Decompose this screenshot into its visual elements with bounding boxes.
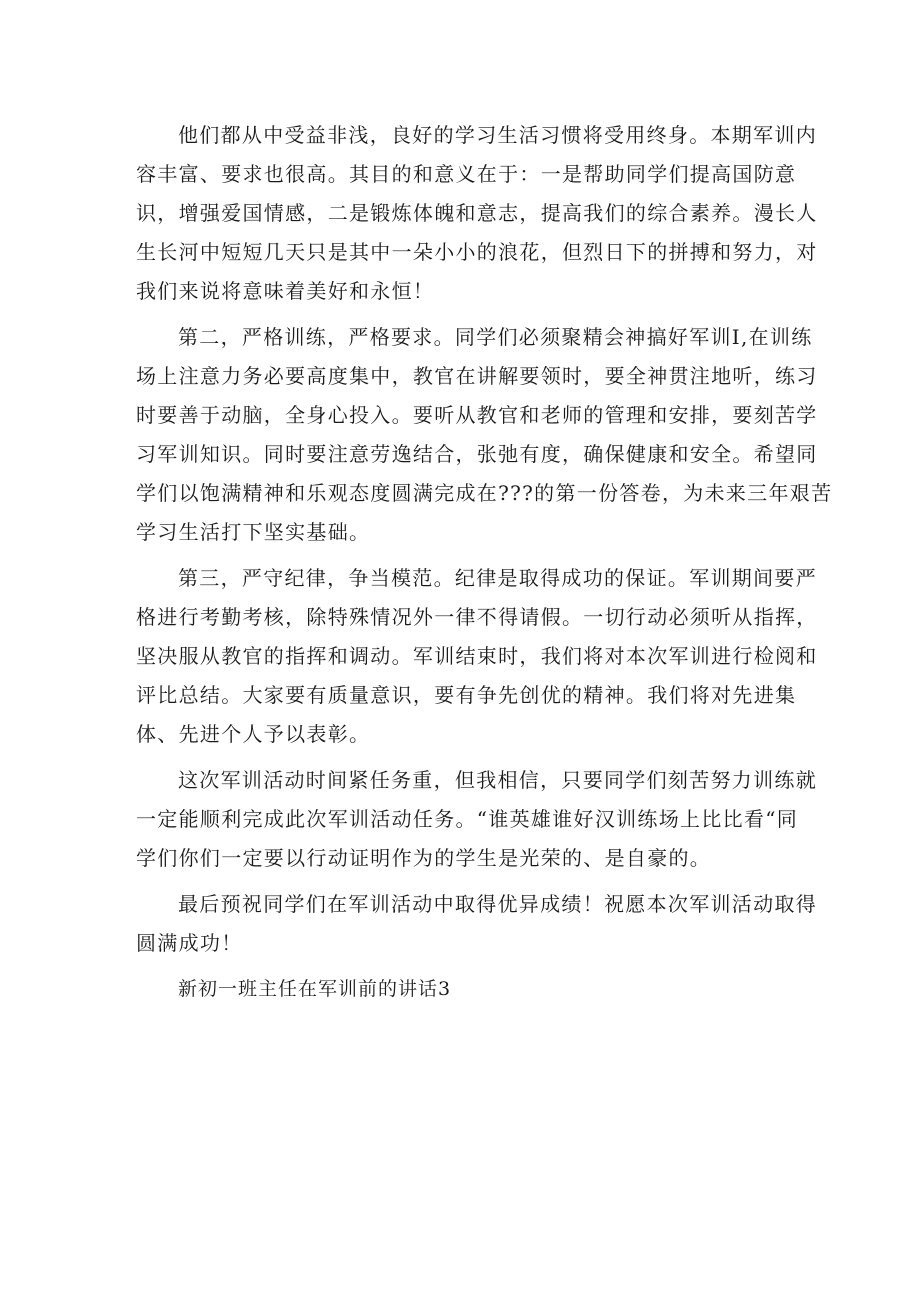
paragraph (136, 559, 818, 754)
paragraph (136, 116, 818, 311)
paragraph-line: 生长河中短短几天只是其中一朵小小的浪花，但烈日下的拼搏和努力，对 (136, 240, 818, 264)
paragraph (136, 885, 817, 963)
paragraph-line: 容丰富、要求也很高。其目的和意义在于：一是帮助同学们提高国防意 (136, 162, 797, 186)
paragraph-line: 学们以饱满精神和乐观态度圆满完成在???的第一份答卷，为未来三年艰苦 (136, 481, 833, 505)
paragraph (136, 318, 833, 552)
section-heading: 新初一班主任在军训前的讲话3 (178, 978, 452, 1000)
paragraph-line: 一定能顺利完成此次军训活动任务。“谁英雄谁好汉训练场上比比看“同 (136, 807, 799, 831)
paragraph-line: 第三，严守纪律，争当模范。纪律是取得成功的保证。军训期间要严 (178, 566, 817, 590)
section-heading-block (136, 970, 796, 1009)
paragraph-line: 识，增强爱国情感，二是锻炼体魄和意志，提高我们的综合素养。漫长人 (136, 201, 818, 225)
paragraph-line: 他们都从中受益非浅，良好的学习生活习惯将受用终身。本期军训内 (178, 123, 817, 147)
paragraph-line: 第二，严格训练，严格要求。同学们必须聚精会神搞好军训I,在训练 (178, 325, 813, 349)
paragraph-line: 评比总结。大家要有质量意识，要有争先创优的精神。我们将对先进集 (136, 683, 797, 707)
paragraph-line: 格进行考勤考核，除特殊情况外一律不得请假。一切行动必须听从指挥， (136, 605, 818, 629)
paragraph-line: 最后预祝同学们在军训活动中取得优异成绩！祝愿本次军训活动取得 (178, 892, 817, 916)
paragraph-line: 这次军训活动时间紧任务重，但我相信，只要同学们刻苦努力训练就 (178, 768, 817, 792)
document-body (136, 116, 833, 1009)
paragraph-line: 场上注意力务必要高度集中，教官在讲解要领时，要全神贯注地听，练习 (136, 364, 818, 388)
paragraph-line: 坚决服从教官的指挥和调动。军训结束时，我们将对本次军训进行检阅和 (136, 644, 818, 668)
paragraph-line: 圆满成功！ (136, 931, 243, 955)
paragraph-line: 学习生活打下坚实基础。 (136, 520, 371, 544)
paragraph-line: 学们你们一定要以行动证明作为的学生是光荣的、是自豪的。 (136, 846, 712, 870)
paragraph (136, 761, 817, 878)
paragraph-line: 我们来说将意味着美好和永恒！ (136, 279, 435, 303)
paragraph-line: 体、先进个人予以表彰。 (136, 722, 371, 746)
paragraph-line: 习军训知识。同时要注意劳逸结合，张弛有度，确保健康和安全。希望同 (136, 442, 818, 466)
paragraph-line: 时要善于动脑，全身心投入。要听从教官和老师的管理和安排，要刻苦学 (136, 403, 818, 427)
